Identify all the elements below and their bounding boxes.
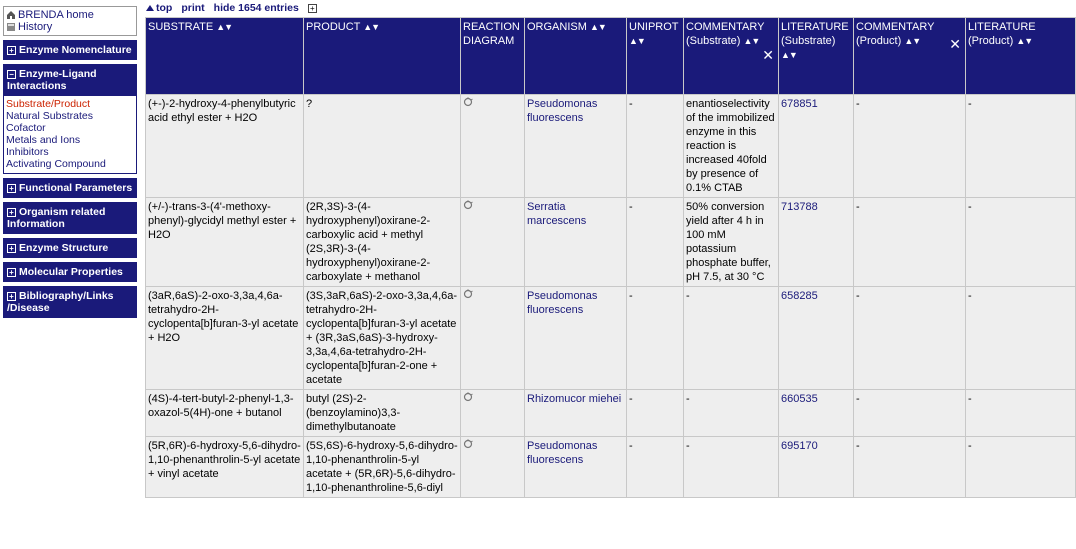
nav-functional-parameters[interactable]: + Functional Parameters xyxy=(3,178,137,198)
cell-product: (3S,3aR,6aS)-2-oxo-3,3a,4,6a-tetrahydro-2H-cyclopenta[b]furan-3-yl acetate + (3R,3aS,6aS)-3-hydroxy-3,3a,4,6a-tetrahydro-2H-cyclopenta[b]furan-2-one + acetate xyxy=(304,287,461,390)
reaction-diagram-icon[interactable] xyxy=(463,289,473,299)
cell-organism xyxy=(525,95,627,198)
table-row xyxy=(146,198,1076,287)
history-link[interactable] xyxy=(6,21,133,33)
cell-literature-substrate xyxy=(779,437,854,498)
cell-substrate: (+-)-2-hydroxy-4-phenylbutyric acid ethyl ester + H2O xyxy=(146,95,304,198)
cell-commentary-product: - xyxy=(854,198,966,287)
expand-icon: + xyxy=(7,184,16,193)
cell-organism xyxy=(525,437,627,498)
organism-link[interactable]: Pseudomonas fluorescens xyxy=(527,290,598,316)
nav-enzyme-structure[interactable]: + Enzyme Structure xyxy=(3,238,137,258)
cell-literature-product: - xyxy=(966,95,1076,198)
cell-uniprot: - xyxy=(627,198,684,287)
col-header-commentary-product[interactable]: COMMENTARY (Product) ▲▼ ✕ xyxy=(854,18,966,95)
nav-enzyme-nomenclature[interactable]: + Enzyme Nomenclature xyxy=(3,40,137,60)
sort-arrows-icon[interactable]: ▲▼ xyxy=(904,36,921,46)
cell-literature-substrate xyxy=(779,95,854,198)
cell-substrate: (5R,6R)-6-hydroxy-5,6-dihydro-1,10-phenanthrolin-5-yl acetate + vinyl acetate xyxy=(146,437,304,498)
reaction-diagram-icon[interactable] xyxy=(463,200,473,210)
nav-item-cofactor[interactable]: Cofactor xyxy=(6,122,46,134)
col-header-substrate[interactable]: SUBSTRATE ▲▼ xyxy=(146,18,304,95)
sort-arrows-icon[interactable]: ▲▼ xyxy=(743,36,760,46)
cell-commentary-product: - xyxy=(854,437,966,498)
sort-arrows-icon[interactable]: ▲▼ xyxy=(781,50,797,60)
cell-product: (5S,6S)-6-hydroxy-5,6-dihydro-1,10-phenanthrolin-5-yl acetate + (5R,6R)-5,6-dihydro-1,10-phenanthroline-5,6-diyl xyxy=(304,437,461,498)
sort-arrows-icon[interactable]: ▲▼ xyxy=(629,36,645,46)
nav-item-inhibitors[interactable]: Inhibitors xyxy=(6,146,49,158)
history-label: History xyxy=(18,21,53,33)
nav-item-metals-ions[interactable]: Metals and Ions xyxy=(6,134,81,146)
literature-link[interactable]: 713788 xyxy=(781,201,818,213)
table-header-row xyxy=(146,18,1076,95)
cell-product: ? xyxy=(304,95,461,198)
close-column-icon[interactable]: ✕ xyxy=(762,47,774,63)
top-link[interactable]: top xyxy=(146,2,172,14)
nav-molecular-properties[interactable]: + Molecular Properties xyxy=(3,262,137,282)
table-row xyxy=(146,95,1076,198)
table-row xyxy=(146,287,1076,390)
close-column-icon[interactable]: ✕ xyxy=(949,36,961,52)
sidebar-nav xyxy=(3,6,137,318)
cell-literature-substrate xyxy=(779,287,854,390)
cell-commentary-substrate: - xyxy=(684,390,779,437)
expand-icon: + xyxy=(7,46,16,55)
organism-link[interactable]: Pseudomonas fluorescens xyxy=(527,440,598,466)
cell-organism xyxy=(525,287,627,390)
cell-reaction-diagram xyxy=(461,95,525,198)
cell-commentary-product: - xyxy=(854,95,966,198)
cell-literature-product: - xyxy=(966,437,1076,498)
cell-literature-product: - xyxy=(966,390,1076,437)
table-row xyxy=(146,390,1076,437)
substrate-product-table xyxy=(145,17,1076,498)
enzyme-ligand-submenu xyxy=(3,96,137,174)
cell-substrate: (+/-)-trans-3-(4'-methoxy-phenyl)-glycidyl methyl ester + H2O xyxy=(146,198,304,287)
cell-uniprot: - xyxy=(627,437,684,498)
table-toolbar xyxy=(146,1,317,15)
cell-uniprot: - xyxy=(627,95,684,198)
cell-literature-substrate xyxy=(779,390,854,437)
cell-substrate: (3aR,6aS)-2-oxo-3,3a,4,6a-tetrahydro-2H-cyclopenta[b]furan-3-yl acetate + H2O xyxy=(146,287,304,390)
literature-link[interactable]: 658285 xyxy=(781,290,818,302)
col-header-organism[interactable]: ORGANISM ▲▼ xyxy=(525,18,627,95)
print-link[interactable]: print xyxy=(181,2,205,14)
literature-link[interactable]: 660535 xyxy=(781,393,818,405)
up-arrow-icon xyxy=(146,5,154,11)
organism-link[interactable]: Serratia marcescens xyxy=(527,201,587,227)
brenda-home-link[interactable] xyxy=(6,9,133,21)
reaction-diagram-icon[interactable] xyxy=(463,97,473,107)
cell-commentary-product: - xyxy=(854,287,966,390)
cell-reaction-diagram xyxy=(461,198,525,287)
cell-commentary-product: - xyxy=(854,390,966,437)
col-header-reaction-diagram: REACTION DIAGRAM xyxy=(461,18,525,95)
expand-icon: + xyxy=(7,244,16,253)
house-icon xyxy=(6,10,16,20)
history-icon xyxy=(6,22,16,32)
brenda-home-label: BRENDA home xyxy=(18,9,94,21)
cell-commentary-substrate: enantioselectivity of the immobilized enzyme in this reaction is increased 40fold by presence of 0.1% CTAB xyxy=(684,95,779,198)
home-box xyxy=(3,6,137,36)
nav-bibliography-links-disease[interactable]: + Bibliography/Links /Disease xyxy=(3,286,137,318)
cell-organism xyxy=(525,198,627,287)
cell-organism xyxy=(525,390,627,437)
sort-arrows-icon[interactable]: ▲▼ xyxy=(589,22,606,32)
cell-reaction-diagram xyxy=(461,390,525,437)
cell-product: (2R,3S)-3-(4-hydroxyphenyl)oxirane-2-carboxylic acid + methyl (2S,3R)-3-(4-hydroxyphenyl)oxirane-2-carboxylate + methanol xyxy=(304,198,461,287)
nav-item-activating-compound[interactable]: Activating Compound xyxy=(6,158,106,170)
expand-icon: + xyxy=(7,268,16,277)
expand-icon: + xyxy=(7,208,16,217)
col-header-commentary-substrate[interactable]: COMMENTARY (Substrate) ▲▼ ✕ xyxy=(684,18,779,95)
cell-commentary-substrate: - xyxy=(684,437,779,498)
literature-link[interactable]: 678851 xyxy=(781,98,818,110)
cell-literature-product: - xyxy=(966,287,1076,390)
col-header-product[interactable]: PRODUCT ▲▼ xyxy=(304,18,461,95)
table-row xyxy=(146,437,1076,498)
literature-link[interactable]: 695170 xyxy=(781,440,818,452)
hide-entries-link[interactable]: hide 1654 entries xyxy=(213,2,299,14)
col-header-literature-substrate[interactable]: LITERATURE (Substrate) ▲▼ xyxy=(779,18,854,95)
cell-reaction-diagram xyxy=(461,437,525,498)
sort-arrows-icon[interactable]: ▲▼ xyxy=(363,22,380,32)
cell-uniprot: - xyxy=(627,287,684,390)
col-header-literature-product[interactable]: LITERATURE (Product) ▲▼ xyxy=(966,18,1076,95)
collapse-icon: − xyxy=(7,70,16,79)
nav-organism-related-information[interactable]: + Organism related Information xyxy=(3,202,137,234)
nav-item-substrate-product[interactable]: Substrate/Product xyxy=(6,98,91,110)
reaction-diagram-icon[interactable] xyxy=(463,439,473,449)
cell-uniprot: - xyxy=(627,390,684,437)
sort-arrows-icon[interactable]: ▲▼ xyxy=(1016,36,1033,46)
expand-icon: + xyxy=(7,292,16,301)
cell-commentary-substrate: - xyxy=(684,287,779,390)
expand-all-icon[interactable]: + xyxy=(308,4,317,13)
cell-literature-substrate xyxy=(779,198,854,287)
cell-reaction-diagram xyxy=(461,287,525,390)
organism-link[interactable]: Rhizomucor miehei xyxy=(527,393,622,405)
reaction-diagram-icon[interactable] xyxy=(463,392,473,402)
cell-literature-product: - xyxy=(966,198,1076,287)
organism-link[interactable]: Pseudomonas fluorescens xyxy=(527,98,598,124)
sort-arrows-icon[interactable]: ▲▼ xyxy=(216,22,233,32)
nav-enzyme-ligand-interactions[interactable]: − Enzyme-Ligand Interactions xyxy=(3,64,137,96)
cell-commentary-substrate: 50% conversion yield after 4 h in 100 mM potassium phosphate buffer, pH 7.5, at 30 °C xyxy=(684,198,779,287)
col-header-uniprot[interactable]: UNIPROT ▲▼ xyxy=(627,18,684,95)
cell-product: butyl (2S)-2-(benzoylamino)3,3-dimethylbutanoate xyxy=(304,390,461,437)
cell-substrate: (4S)-4-tert-butyl-2-phenyl-1,3-oxazol-5(4H)-one + butanol xyxy=(146,390,304,437)
nav-item-natural-substrates[interactable]: Natural Substrates xyxy=(6,110,93,122)
